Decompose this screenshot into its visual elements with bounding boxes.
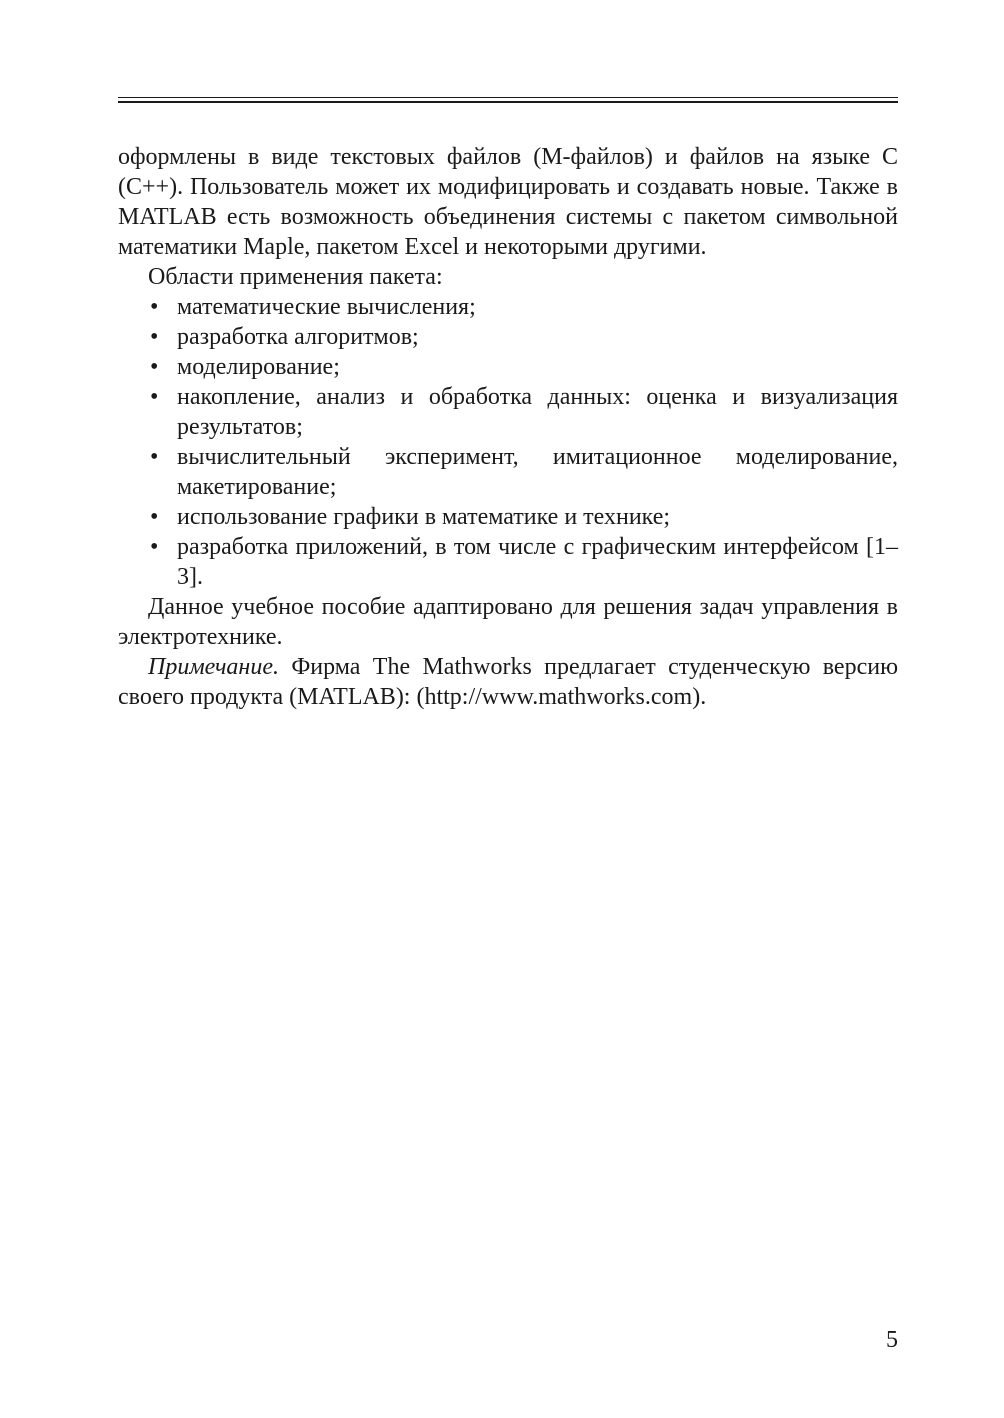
bullet-icon: • — [150, 534, 159, 560]
bullet-icon: • — [150, 354, 159, 380]
note-paragraph — [118, 652, 898, 712]
applications-list — [118, 292, 898, 592]
page-number: 5 — [886, 1327, 898, 1353]
bullet-icon: • — [150, 504, 159, 530]
note-text: Фирма The Mathworks предлагает студенческую версию своего продукта (MATLAB): (http://www.mathworks.com). — [118, 654, 898, 710]
page-body — [118, 142, 898, 712]
bullet-icon: • — [150, 444, 159, 470]
note-label: Примечание. — [148, 654, 279, 680]
paragraph-tutorial-purpose: Данное учебное пособие адаптировано для решения задач управления в электротехнике. — [118, 594, 898, 650]
header-rule-thin — [118, 97, 898, 98]
list-item: • использование графики в математике и технике; — [150, 504, 671, 530]
header-rule-thick — [118, 101, 898, 103]
list-item: • накопление, анализ и обработка данных: оценка и визуализация результатов; — [150, 384, 898, 440]
paragraph-matlab-files: оформлены в виде текстовых файлов (М-файлов) и файлов на языке C (C++). Пользователь может их модифицировать и создавать новые. Также в MATLAB есть возможность объединения системы с пакетом символьной математики Maple, пакетом Excel и некоторыми другими. — [118, 144, 898, 260]
bullet-icon: • — [150, 324, 159, 350]
bullet-icon: • — [150, 384, 159, 410]
bullet-icon: • — [150, 294, 159, 320]
applications-intro: Области применения пакета: — [148, 264, 443, 290]
list-item: • разработка алгоритмов; — [150, 324, 419, 350]
list-item: • вычислительный эксперимент, имитационное моделирование, макетирование; — [150, 444, 898, 500]
list-item: • разработка приложений, в том числе с графическим интерфейсом [1–3]. — [150, 534, 898, 590]
list-item: • математические вычисления; — [150, 294, 476, 320]
list-item: • моделирование; — [150, 354, 340, 380]
